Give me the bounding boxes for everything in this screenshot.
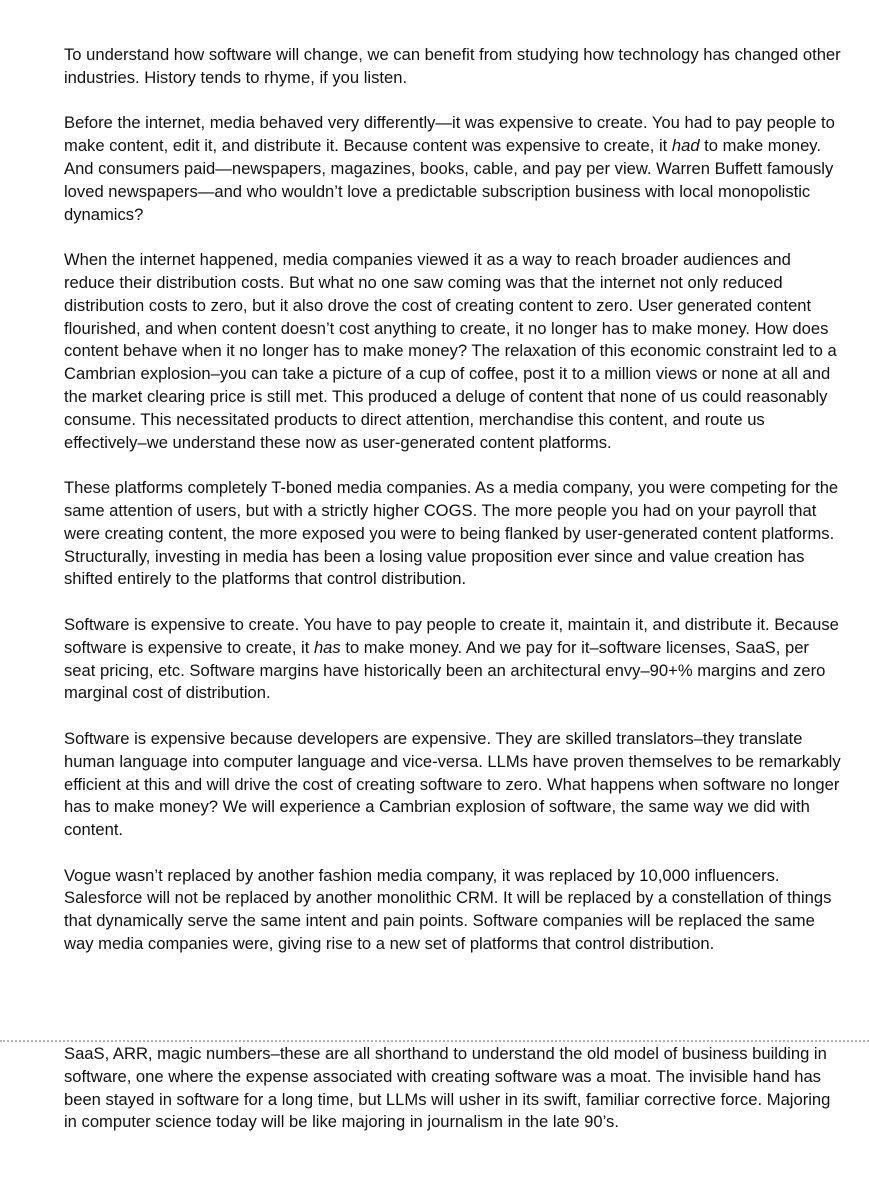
article-paragraph [64,477,844,591]
article-body-continued [64,1043,844,1157]
article-paragraph [64,112,844,226]
paragraph-text: These platforms completely T-boned media companies. As a media company, you were competing for the same attention of users, but with a strictly higher COGS. The more people you had on your payroll that were creating content, the more exposed you were to being flanked by user-generated content platforms. Structurally, investing in media has been a losing value proposition ever since and value creation has shifted entirely to the platforms that control distribution. [64,478,839,589]
article-paragraph [64,865,844,956]
article-body [64,44,844,979]
paragraph-text: SaaS, ARR, magic numbers–these are all shorthand to understand the old model of business building in software, one where the expense associated with creating software was a moat. The invisible hand has been stayed in software for a long time, but LLMs will usher in its swift, familiar corrective force. Majoring in computer science today will be like majoring in journalism in the late 90’s. [64,1044,831,1132]
paragraph-text: Software is expensive to create. You have to pay people to create it, maintain it, and distribute it. Because software is expensive to create, it [64,614,839,657]
article-paragraph [64,1043,844,1134]
emphasized-text: had [671,136,700,156]
paragraph-text: Vogue wasn’t replaced by another fashion media company, it was replaced by 10,000 influencers. Salesforce will not be replaced by another monolithic CRM. It will be replaced by a constellation of things that dynamically serve the same intent and pain points. Software companies will be replaced the same way media companies were, giving rise to a new set of platforms that control distribution. [64,865,832,954]
article-paragraph [64,44,844,90]
article-paragraph [64,728,844,842]
paragraph-text: To understand how software will change, we can benefit from studying how technology has changed other industries. History tends to rhyme, if you listen. [64,45,841,87]
paragraph-text: to make money. And we pay for it–software licenses, SaaS, per seat pricing, etc. Software margins have historically been an architectural envy–90+% margins and zero marginal cost of distribution. [64,637,826,703]
paragraph-text: Software is expensive because developers are expensive. They are skilled translators–they translate human language into computer language and vice-versa. LLMs have proven themselves to be remarkably efficient at this and will drive the cost of creating software to zero. What happens when software no longer has to make money? We will experience a Cambrian explosion of software, the same way we did with content. [64,728,841,840]
article-paragraph [64,614,844,705]
article-paragraph [64,249,844,454]
paragraph-text: When the internet happened, media companies viewed it as a way to reach broader audiences and reduce their distribution costs. But what no one saw coming was that the internet not only reduced distribution costs to zero, but it also drove the cost of creating content to zero. User generated content flourished, and when content doesn’t cost anything to create, it no longer has to make money. How does content behave when it no longer has to make money? The relaxation of this economic constraint led to a Cambrian explosion–you can take a picture of a cup of coffee, post it to a million views or none at all and the market clearing price is still met. This produced a deluge of content that none of us could reasonably consume. This necessitated products to direct attention, merchandise this content, and route us effectively–we understand these now as user-generated content platforms. [64,250,837,452]
page-divider [0,1040,869,1042]
emphasized-text: has [313,637,341,657]
paragraph-text: to make money. And consumers paid—newspapers, magazines, books, cable, and pay per view. Warren Buffett famously loved newspapers—and who wouldn’t love a predictable subscription business with local monopolistic dynamics? [64,136,834,224]
paragraph-text: Before the internet, media behaved very differently—it was expensive to create. You had to pay people to make content, edit it, and distribute it. Because content was expensive to create, it [64,113,835,156]
